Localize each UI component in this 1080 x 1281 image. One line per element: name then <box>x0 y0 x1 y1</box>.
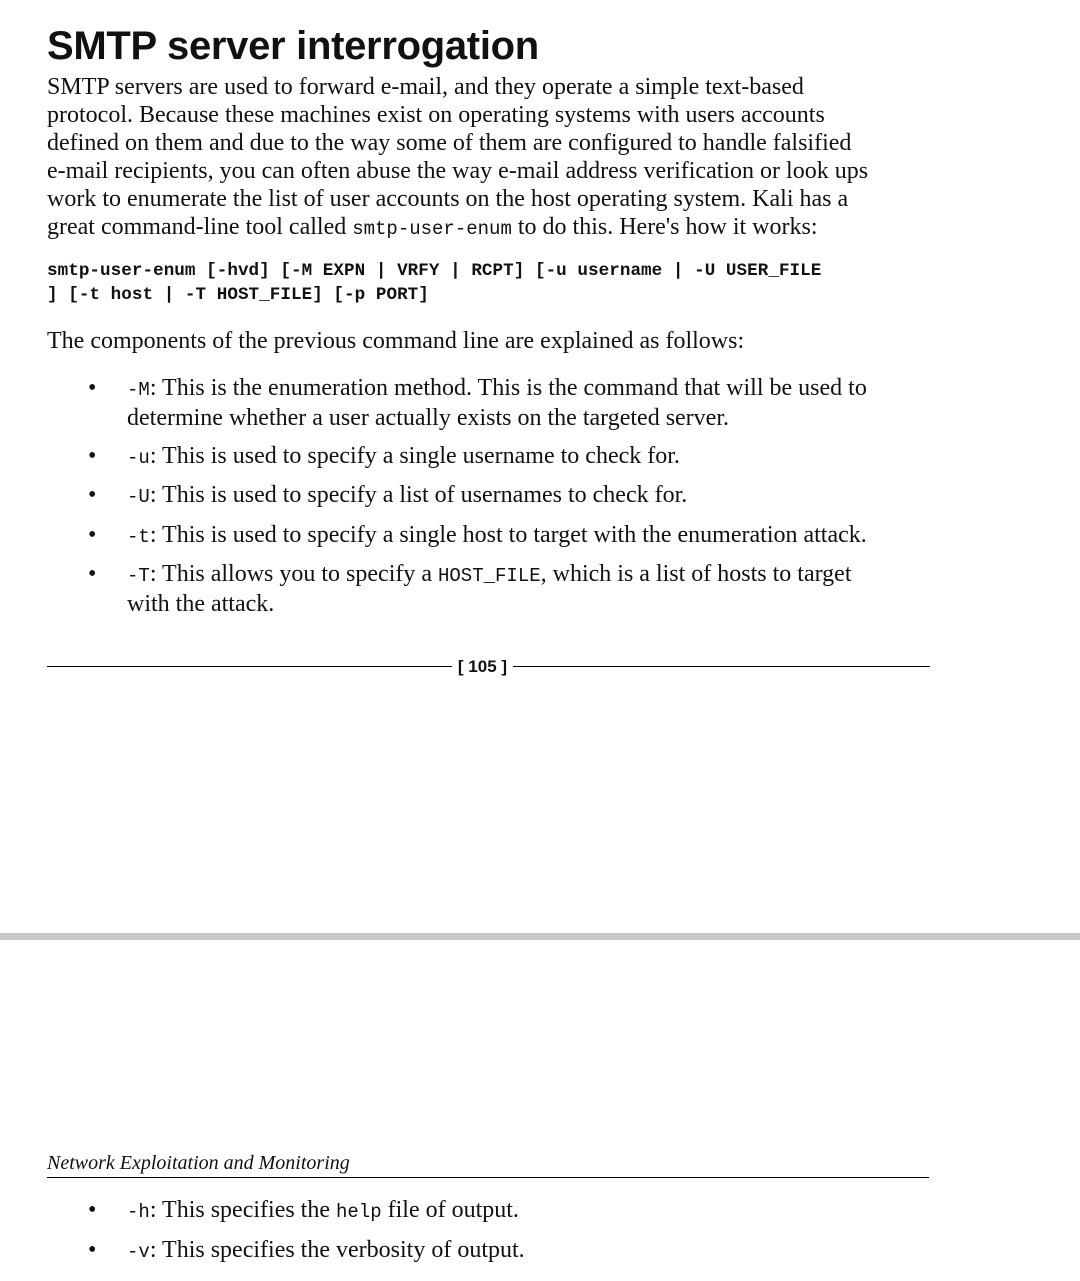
option-flag: -h <box>127 1201 150 1223</box>
option-text: : This allows you to specify a <box>149 561 438 587</box>
page-footer <box>47 653 930 681</box>
list-item <box>0 1236 927 1266</box>
command-line: ] [-t host | -T HOST_FILE] [-p PORT] <box>47 285 429 305</box>
inline-code-help: help <box>336 1201 382 1223</box>
option-flag: -M <box>127 379 150 401</box>
page-separator <box>0 933 1080 940</box>
intro-line: e-mail recipients, you can often abuse the way e-mail address verification or look ups <box>47 158 869 184</box>
bullet-icon: • <box>88 1197 97 1223</box>
intro-paragraph <box>47 73 932 243</box>
option-flag: -v <box>127 1240 150 1263</box>
command-line: smtp-user-enum [-hvd] [-M EXPN | VRFY | RCPT] [-u username | -U USER_FILE <box>47 261 822 281</box>
option-text: : This is used to specify a single username to check for. <box>149 442 680 469</box>
bullet-icon: • <box>88 561 97 587</box>
option-flag: -t <box>127 525 150 548</box>
option-text: : This is used to specify a single host to target with the enumeration attack. <box>149 521 867 548</box>
list-item <box>0 1196 927 1226</box>
intro-line-last <box>47 213 932 243</box>
option-flag: -T <box>127 565 150 587</box>
list-item <box>0 374 927 432</box>
intro-line: protocol. Because these machines exist on operating systems with users accounts <box>47 102 825 128</box>
page-number: [ 105 ] <box>457 657 508 676</box>
intro-line: SMTP servers are used to forward e-mail, and they operate a simple text-based <box>47 74 804 100</box>
intro-text-after-code: to do this. Here's how it works: <box>511 214 818 240</box>
list-item <box>0 521 927 551</box>
list-item <box>0 481 927 511</box>
option-flag: -U <box>127 486 150 508</box>
option-text-continued: determine whether a user actually exists on the targeted server. <box>127 405 729 431</box>
option-text: : This is used to specify a list of usernames to check for. <box>149 482 688 508</box>
option-text: : This specifies the verbosity of output. <box>149 1236 525 1263</box>
bullet-icon: • <box>88 442 97 469</box>
components-intro-paragraph: The components of the previous command line are explained as follows: <box>47 328 745 354</box>
list-item <box>0 560 927 618</box>
intro-line: work to enumerate the list of user accounts on the host operating system. Kali has a <box>47 186 849 212</box>
section-title: SMTP server interrogation <box>47 24 539 68</box>
footer-rule-right <box>513 666 930 667</box>
intro-line: defined on them and due to the way some of them are configured to handle falsified <box>47 130 852 156</box>
list-item <box>0 442 927 472</box>
option-text-after-code: , which is a list of hosts to target <box>540 561 852 587</box>
bullet-icon: • <box>88 482 97 508</box>
option-flag: -u <box>127 446 150 469</box>
bullet-icon: • <box>88 521 97 548</box>
inline-code-host-file: HOST_FILE <box>438 565 541 587</box>
bullet-icon: • <box>88 375 97 401</box>
bullet-icon: • <box>88 1236 97 1263</box>
intro-text-before-code: great command-line tool called <box>47 214 353 240</box>
option-text: : This specifies the <box>149 1197 336 1223</box>
option-text: : This is the enumeration method. This is the command that will be used to <box>149 375 867 401</box>
command-code-block <box>47 259 821 307</box>
option-text-continued: with the attack. <box>127 591 275 617</box>
option-list-continued <box>0 1196 1080 1275</box>
running-header: Network Exploitation and Monitoring <box>47 1150 929 1178</box>
option-list <box>0 374 1080 628</box>
option-text-after-code: file of output. <box>381 1197 519 1223</box>
inline-code-smtp-user-enum: smtp-user-enum <box>352 218 512 240</box>
footer-rule-left <box>47 666 452 667</box>
